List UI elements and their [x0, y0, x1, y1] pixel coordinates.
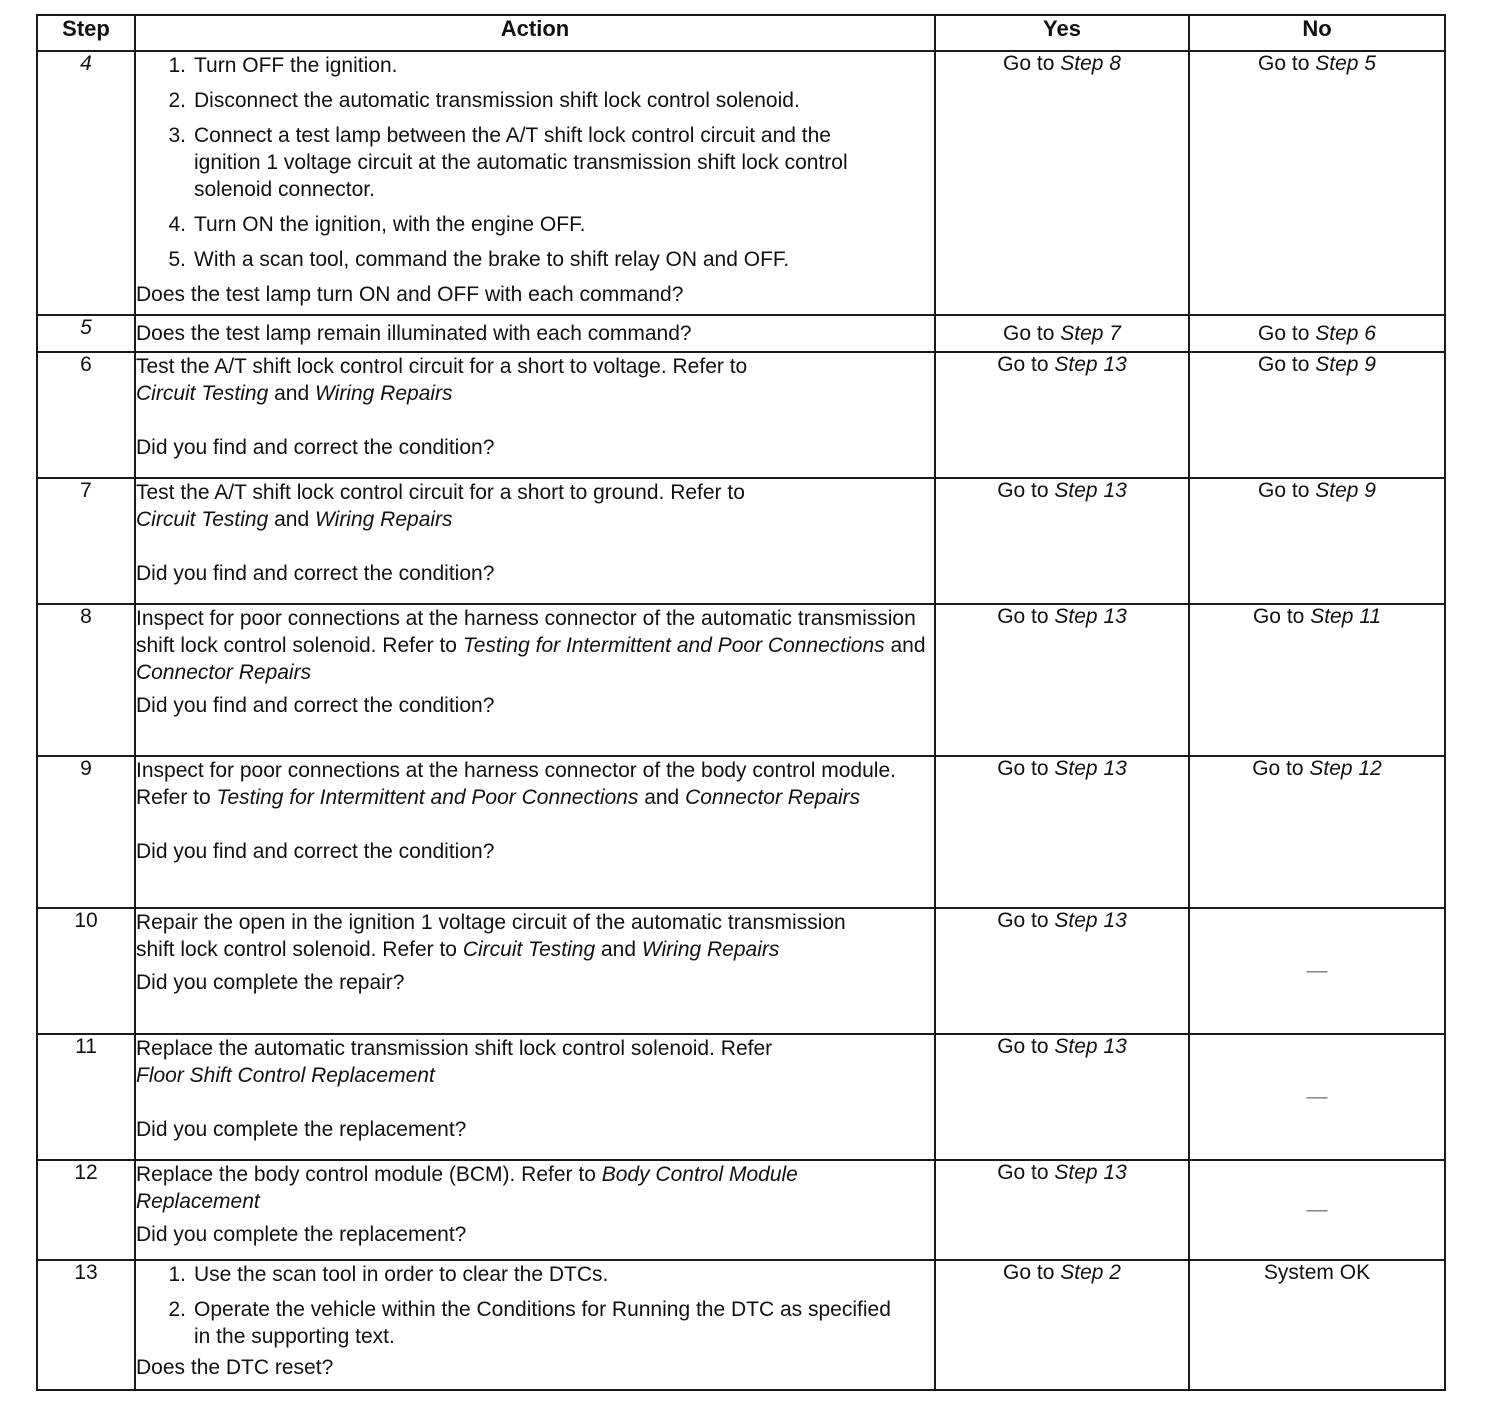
list-item: 1. Use the scan tool in order to clear the DTCs.	[168, 1263, 609, 1286]
table-row	[37, 756, 1445, 908]
header-row	[37, 15, 1445, 51]
action-question: Did you find and correct the condition?	[136, 840, 495, 863]
table-row	[37, 352, 1445, 478]
no-cell: Go to Step 9	[1189, 478, 1445, 604]
action-text: Inspect for poor connections at the harness connector of the automatic transmission shift lock control solenoid. Refer to Testing for Intermittent and Poor Connections and Connector Repairs	[136, 607, 926, 684]
step-number: 10	[37, 908, 135, 1034]
list-item: 2. Disconnect the automatic transmission shift lock control solenoid.	[168, 89, 800, 112]
action-question: Did you complete the repair?	[136, 971, 405, 994]
yes-cell: Go to Step 13	[935, 604, 1189, 756]
header-action: Action	[135, 15, 935, 51]
header-step: Step	[37, 15, 135, 51]
action-cell	[135, 1160, 935, 1260]
no-cell: Go to Step 9	[1189, 352, 1445, 478]
list-item: 4. Turn ON the ignition, with the engine OFF.	[168, 213, 586, 236]
step-number: 4	[37, 51, 135, 315]
table-row	[37, 1034, 1445, 1160]
no-cell: Go to Step 11	[1189, 604, 1445, 756]
action-cell	[135, 604, 935, 756]
action-text: Replace the automatic transmission shift lock control solenoid. Refer Floor Shift Control Replacement	[136, 1037, 773, 1087]
list-item: 5. With a scan tool, command the brake to shift relay ON and OFF.	[168, 248, 790, 271]
yes-cell: Go to Step 13	[935, 1034, 1189, 1160]
step-number: 5	[37, 315, 135, 352]
list-item: 3. Connect a test lamp between the A/T shift lock control circuit and the ignition 1 voltage circuit at the automatic transmission shift lock control solenoid connector.	[168, 124, 848, 201]
header-no: No	[1189, 15, 1445, 51]
action-text: Repair the open in the ignition 1 voltage circuit of the automatic transmission shift lock control solenoid. Refer to Circuit Testing and Wiring Repairs	[136, 911, 846, 961]
action-question: Did you complete the replacement?	[136, 1223, 467, 1246]
no-cell: System OK	[1189, 1260, 1445, 1390]
action-cell	[135, 1260, 935, 1390]
yes-cell: Go to Step 7	[935, 315, 1189, 352]
action-text: Replace the body control module (BCM). Refer to Body Control Module Replacement	[136, 1163, 798, 1213]
yes-cell: Go to Step 2	[935, 1260, 1189, 1390]
action-cell	[135, 51, 935, 315]
action-cell	[135, 478, 935, 604]
action-question: Did you find and correct the condition?	[136, 562, 495, 585]
yes-cell: Go to Step 13	[935, 1160, 1189, 1260]
diagnostic-table	[36, 14, 1446, 1391]
action-text: Inspect for poor connections at the harness connector of the body control module. Refer to Testing for Intermittent and Poor Connections and Connector Repairs	[136, 759, 896, 809]
action-question: Did you complete the replacement?	[136, 1118, 467, 1141]
action-cell	[135, 352, 935, 478]
yes-cell: Go to Step 8	[935, 51, 1189, 315]
action-question: Did you find and correct the condition?	[136, 694, 495, 717]
action-cell	[135, 315, 935, 352]
step-number: 6	[37, 352, 135, 478]
action-cell	[135, 756, 935, 908]
action-question: Does the test lamp turn ON and OFF with each command?	[136, 283, 684, 306]
step-number: 13	[37, 1260, 135, 1390]
action-question: Does the DTC reset?	[136, 1356, 334, 1379]
step-number: 12	[37, 1160, 135, 1260]
action-list	[136, 1261, 934, 1350]
step-number: 11	[37, 1034, 135, 1160]
table-row	[37, 315, 1445, 352]
table-row	[37, 1260, 1445, 1390]
table-row	[37, 478, 1445, 604]
no-cell: —	[1189, 1034, 1445, 1160]
table-row	[37, 908, 1445, 1034]
action-cell	[135, 908, 935, 1034]
no-cell: —	[1189, 908, 1445, 1034]
action-question: Does the test lamp remain illuminated with each command?	[136, 322, 692, 345]
yes-cell: Go to Step 13	[935, 908, 1189, 1034]
action-list	[136, 52, 934, 273]
list-item: 1. Turn OFF the ignition.	[168, 54, 398, 77]
yes-cell: Go to Step 13	[935, 478, 1189, 604]
step-number: 8	[37, 604, 135, 756]
header-yes: Yes	[935, 15, 1189, 51]
yes-cell: Go to Step 13	[935, 756, 1189, 908]
step-number: 9	[37, 756, 135, 908]
action-cell	[135, 1034, 935, 1160]
action-text: Test the A/T shift lock control circuit for a short to ground. Refer to Circuit Testing and Wiring Repairs	[136, 481, 745, 531]
table-row	[37, 1160, 1445, 1260]
list-item: 2. Operate the vehicle within the Conditions for Running the DTC as specified in the supporting text.	[168, 1298, 891, 1348]
action-question: Did you find and correct the condition?	[136, 436, 495, 459]
yes-cell: Go to Step 13	[935, 352, 1189, 478]
no-cell: Go to Step 5	[1189, 51, 1445, 315]
action-text: Test the A/T shift lock control circuit for a short to voltage. Refer to Circuit Testing and Wiring Repairs	[136, 355, 748, 405]
no-cell: Go to Step 12	[1189, 756, 1445, 908]
no-cell: Go to Step 6	[1189, 315, 1445, 352]
table-row	[37, 604, 1445, 756]
table-row	[37, 51, 1445, 315]
step-number: 7	[37, 478, 135, 604]
no-cell: —	[1189, 1160, 1445, 1260]
